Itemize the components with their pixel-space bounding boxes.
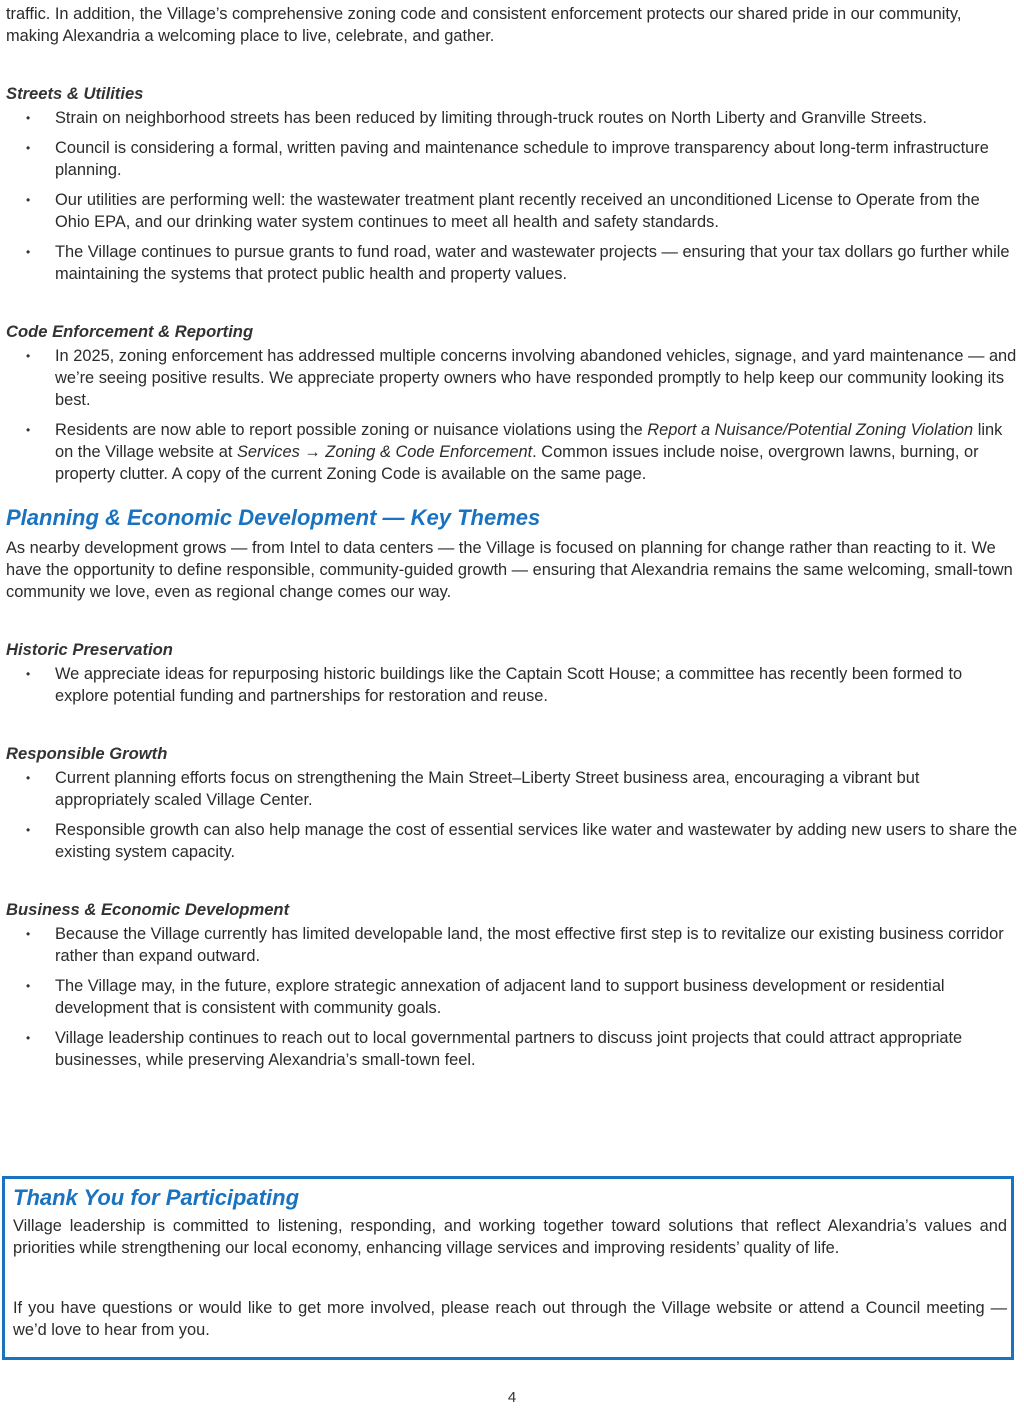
bullet-icon: •	[26, 111, 31, 125]
historic-preservation-list	[6, 663, 1018, 707]
list-item: • Residents are now able to report possible zoning or nuisance violations using the Report a Nuisance/Potential Zoning Violation link on the Village website at Services → Zoning & Code Enforcement. Common issues include noise, overgrown lawns, burning, or property clutter. A copy of the current Zoning Code is available on the same page.	[26, 421, 1003, 483]
list-item: • Responsible growth can also help manage the cost of essential services like water and wastewater by adding new users to share the existing system capacity.	[26, 821, 1018, 861]
thank-you-heading: Thank You for Participating	[13, 1185, 300, 1210]
historic-preservation-section	[6, 639, 1018, 707]
bullet-icon: •	[26, 979, 31, 993]
thank-you-callout	[2, 1176, 1014, 1360]
list-item: • In 2025, zoning enforcement has addressed multiple concerns involving abandoned vehicles, signage, and yard maintenance — and we’re seeing positive results. We appreciate property owners who have responded promptly to help keep our community looking its best.	[26, 347, 1017, 409]
bullet-icon: •	[26, 349, 31, 363]
code-enforcement-heading: Code Enforcement & Reporting	[6, 322, 254, 341]
list-item: • Because the Village currently has limited developable land, the most effective first step is to revitalize our existing business corridor rather than expand outward.	[26, 925, 1004, 965]
streets-utilities-section	[6, 83, 1018, 285]
responsible-growth-heading: Responsible Growth	[6, 744, 168, 763]
list-item: • Strain on neighborhood streets has been reduced by limiting through-truck routes on North Liberty and Granville Streets.	[26, 109, 927, 127]
streets-utilities-list	[6, 107, 1018, 285]
historic-preservation-heading: Historic Preservation	[6, 640, 173, 659]
responsible-growth-section	[6, 743, 1018, 863]
list-item: • We appreciate ideas for repurposing historic buildings like the Captain Scott House; a committee has recently been formed to explore potential funding and partnerships for restoration and reuse.	[26, 665, 963, 705]
business-development-list	[6, 923, 1018, 1071]
thank-you-paragraph-1: Village leadership is committed to listening, responding, and working together toward solutions that reflect Alexandria’s values and priorities while strengthening our local economy, enhancing village services and improving residents’ quality of life.	[13, 1217, 1007, 1257]
bullet-icon: •	[26, 423, 31, 437]
list-item: • Council is considering a formal, written paving and maintenance schedule to improve transparency about long-term infrastructure planning.	[26, 139, 989, 179]
bullet-icon: •	[26, 667, 31, 681]
planning-heading: Planning & Economic Development — Key Themes	[6, 505, 541, 530]
bullet-icon: •	[26, 771, 31, 785]
code-enforcement-section	[6, 321, 1018, 485]
bullet-icon: •	[26, 823, 31, 837]
list-item: • The Village may, in the future, explore strategic annexation of adjacent land to support business development or residential development that is consistent with community goals.	[26, 977, 945, 1017]
business-development-heading: Business & Economic Development	[6, 900, 290, 919]
services-path-text: Services → Zoning & Code Enforcement	[236, 443, 533, 461]
streets-utilities-heading: Streets & Utilities	[6, 84, 144, 103]
report-nuisance-link-text: Report a Nuisance/Potential Zoning Violation	[647, 421, 974, 439]
bullet-icon: •	[26, 141, 31, 155]
document-page	[6, 3, 1018, 1079]
list-item: • Current planning efforts focus on strengthening the Main Street–Liberty Street business area, encouraging a vibrant but appropriately scaled Village Center.	[26, 769, 920, 809]
bullet-icon: •	[26, 193, 31, 207]
page-number: 4	[507, 1389, 517, 1406]
list-item: • Our utilities are performing well: the wastewater treatment plant recently received an unconditioned License to Operate from the Ohio EPA, and our drinking water system continues to meet all health and safety standards.	[26, 191, 980, 231]
planning-section	[6, 505, 1018, 603]
list-item: • The Village continues to pursue grants to fund road, water and wastewater projects — ensuring that your tax dollars go further while maintaining the systems that protect public health and property values.	[26, 243, 1010, 283]
code-enforcement-list	[6, 345, 1018, 485]
bullet-icon: •	[26, 927, 31, 941]
intro-continuation: traffic. In addition, the Village’s comprehensive zoning code and consistent enforcement protects our shared pride in our community, making Alexandria a welcoming place to live, celebrate, and gather.	[6, 5, 962, 45]
thank-you-paragraph-2: If you have questions or would like to get more involved, please reach out through the Village website or attend a Council meeting — we’d love to hear from you.	[13, 1299, 1007, 1339]
bullet-icon: •	[26, 245, 31, 259]
list-item: • Village leadership continues to reach out to local governmental partners to discuss joint projects that could attract appropriate businesses, while preserving Alexandria’s small-town feel.	[26, 1029, 963, 1069]
business-development-section	[6, 899, 1018, 1071]
responsible-growth-list	[6, 767, 1018, 863]
bullet-icon: •	[26, 1031, 31, 1045]
planning-intro: As nearby development grows — from Intel to data centers — the Village is focused on planning for change rather than reacting to it. We have the opportunity to define responsible, community-guided growth — ensuring that Alexandria remains the same welcoming, small-town community we love, even as regional change comes our way.	[6, 539, 1013, 601]
